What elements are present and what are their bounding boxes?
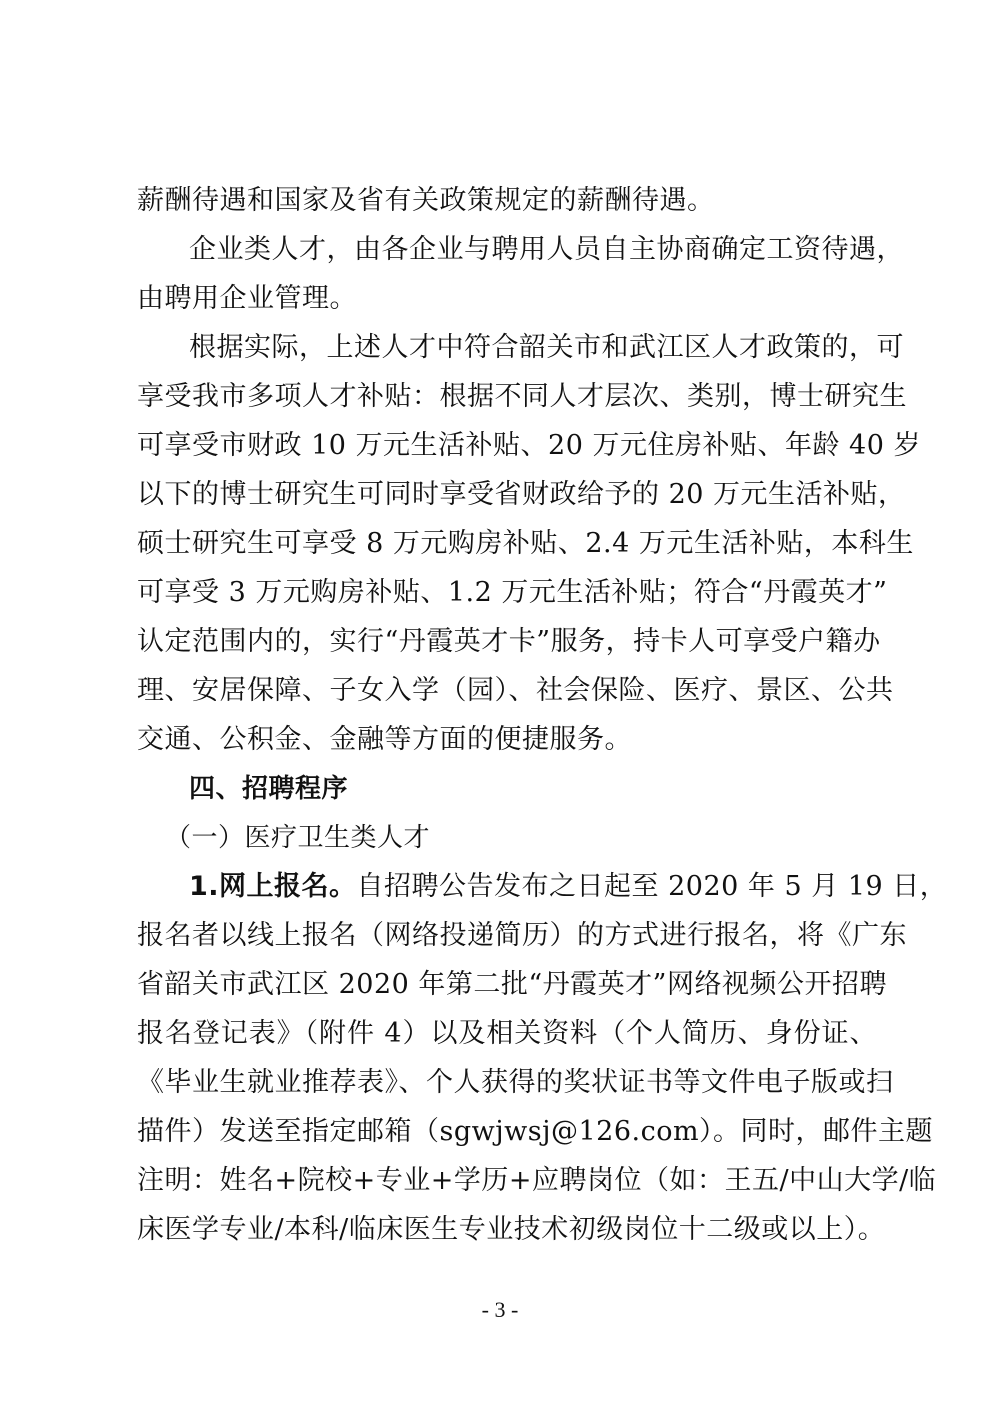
paragraph-line: 可享受市财政 10 万元生活补贴、20 万元住房补贴、年龄 40 岁 xyxy=(137,430,921,461)
paragraph-line: 以下的博士研究生可同时享受省财政给予的 20 万元生活补贴， xyxy=(137,479,906,510)
step1-label: 1.网上报名。 xyxy=(189,871,357,902)
paragraph-line: 企业类人才，由各企业与聘用人员自主协商确定工资待遇， xyxy=(189,234,904,265)
paragraph-line: 床医学专业/本科/临床医生专业技术初级岗位十二级或以上）。 xyxy=(137,1214,886,1245)
sub-heading: （一）医疗卫生类人才 xyxy=(165,823,431,853)
paragraph-line: 报名登记表》（附件 4）以及相关资料（个人简历、身份证、 xyxy=(137,1018,877,1049)
section-heading: 四、招聘程序 xyxy=(189,774,349,804)
page-number: - 3 - xyxy=(481,1297,519,1322)
paragraph-line: 报名者以线上报名（网络投递简历）的方式进行报名，将《广东 xyxy=(137,920,907,951)
paragraph-line: 《毕业生就业推荐表》、个人获得的奖状证书等文件电子版或扫 xyxy=(137,1067,894,1098)
paragraph-line: 描件）发送至指定邮箱（sgwjwsj@126.com）。同时，邮件主题 xyxy=(137,1116,934,1147)
step1-first-line xyxy=(189,869,948,905)
paragraph-line: 认定范围内的，实行“丹霞英才卡”服务，持卡人可享受户籍办 xyxy=(137,626,881,657)
paragraph-line: 省韶关市武江区 2020 年第二批“丹霞英才”网络视频公开招聘 xyxy=(137,969,887,1000)
paragraph-line: 注明：姓名+院校+专业+学历+应聘岗位（如：王五/中山大学/临 xyxy=(137,1165,937,1196)
paragraph-line: 根据实际，上述人才中符合韶关市和武江区人才政策的，可 xyxy=(189,332,904,363)
paragraph-line: 硕士研究生可享受 8 万元购房补贴、2.4 万元生活补贴，本科生 xyxy=(137,528,914,559)
paragraph-line: 薪酬待遇和国家及省有关政策规定的薪酬待遇。 xyxy=(137,185,715,216)
paragraph-line: 理、安居保障、子女入学（园）、社会保险、医疗、景区、公共 xyxy=(137,675,894,706)
step1-text: 自招聘公告发布之日起至 2020 年 5 月 19 日， xyxy=(356,871,948,902)
paragraph-line: 由聘用企业管理。 xyxy=(137,283,357,314)
paragraph-line: 交通、公积金、金融等方面的便捷服务。 xyxy=(137,724,632,755)
paragraph-line: 可享受 3 万元购房补贴、1.2 万元生活补贴；符合“丹霞英才” xyxy=(137,577,888,608)
paragraph-line: 享受我市多项人才补贴：根据不同人才层次、类别，博士研究生 xyxy=(137,381,907,412)
